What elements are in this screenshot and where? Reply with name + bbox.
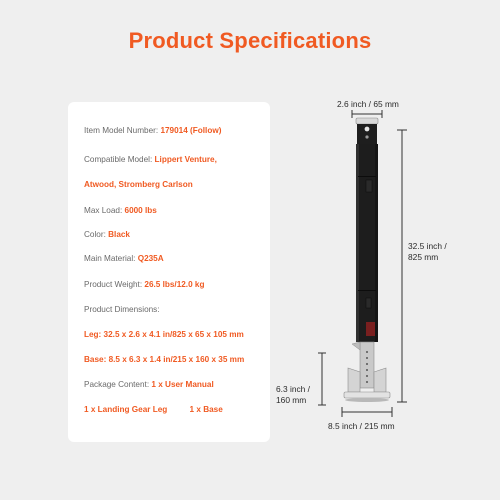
leg-top-cap	[356, 118, 378, 144]
width-dimension-line	[352, 110, 382, 118]
base-height-dimension-line	[318, 353, 326, 405]
base-width-label: 8.5 inch / 215 mm	[328, 421, 395, 431]
package-label: Package Content:	[84, 380, 150, 389]
leg-dimensions: Leg: 32.5 x 2.6 x 4.1 in/825 x 65 x 105 mm	[84, 330, 244, 339]
max-load-label: Max Load:	[84, 206, 123, 215]
height-dimension-label-line-2: 825 mm	[408, 252, 439, 262]
model-value: 179014 (Follow)	[160, 126, 222, 135]
base-height-label-line-2: 160 mm	[276, 395, 307, 405]
leg-body	[356, 144, 378, 342]
compatible-value-cont: Atwood, Stromberg Carlson	[84, 180, 193, 189]
model-label: Item Model Number:	[84, 126, 159, 135]
package-item-base: 1 x Base	[189, 405, 223, 414]
package-item-manual: 1 x User Manual	[151, 380, 214, 389]
base-width-dimension-line	[342, 407, 392, 417]
color-label: Color:	[84, 230, 106, 239]
material-value: Q235A	[137, 254, 164, 263]
page-title: Product Specifications	[128, 28, 372, 53]
height-dimension-label-line-1: 32.5 inch /	[408, 241, 447, 251]
weight-label: Product Weight:	[84, 280, 143, 289]
width-dimension-label: 2.6 inch / 65 mm	[337, 99, 399, 109]
compatible-value: Lippert Venture,	[154, 155, 217, 164]
base-height-label-line-1: 6.3 inch /	[276, 384, 310, 394]
weight-value: 26.5 lbs/12.0 kg	[144, 280, 205, 289]
dimensions-label: Product Dimensions:	[84, 305, 160, 314]
material-label: Main Material:	[84, 254, 136, 263]
max-load-value: 6000 lbs	[124, 206, 157, 215]
package-item-leg: 1 x Landing Gear Leg	[84, 405, 168, 414]
base-dimensions: Base: 8.5 x 6.3 x 1.4 in/215 x 160 x 35 mm	[84, 355, 245, 364]
height-dimension-line	[397, 130, 407, 402]
color-value: Black	[108, 230, 130, 239]
compatible-label: Compatible Model:	[84, 155, 153, 164]
